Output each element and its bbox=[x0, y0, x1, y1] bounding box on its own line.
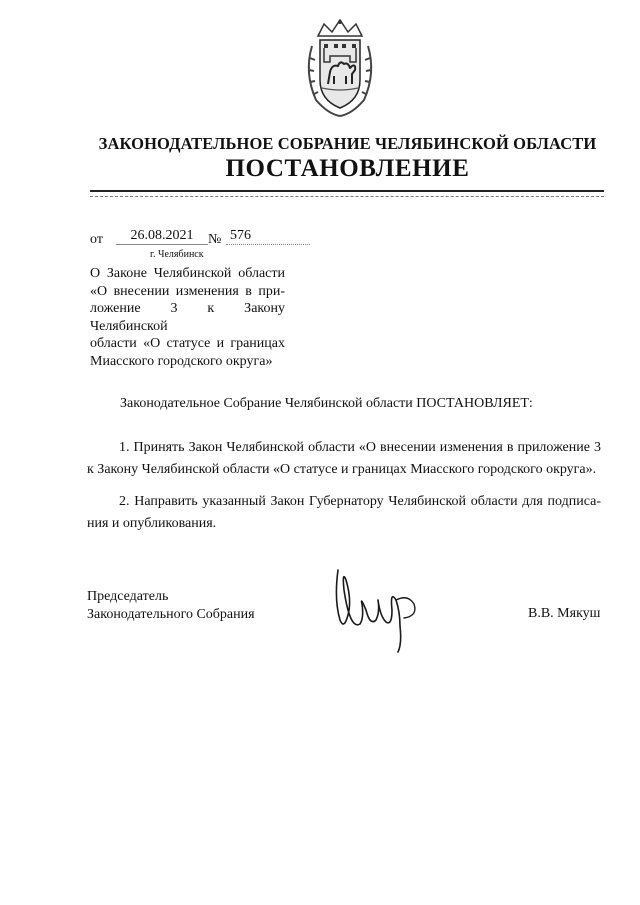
subject-line: ложение 3 к Закону Челябинской bbox=[90, 301, 285, 334]
subject-line: Миасского городского округа» bbox=[90, 353, 273, 369]
header-divider-thin bbox=[90, 196, 604, 197]
city-label: г. Челябинск bbox=[150, 249, 204, 260]
preamble: Законодательное Собрание Челябинской области ПОСТАНОВЛЯЕТ: bbox=[120, 396, 533, 411]
from-label: от bbox=[90, 232, 103, 247]
organization-title: ЗАКОНОДАТЕЛЬНОЕ СОБРАНИЕ ЧЕЛЯБИНСКОЙ ОБЛАСТИ bbox=[98, 134, 597, 153]
chelyabinsk-coat-of-arms-icon bbox=[300, 18, 380, 118]
document-date: 26.08.2021 bbox=[116, 228, 208, 245]
subject-line: «О внесении изменения в при- bbox=[90, 283, 285, 299]
position-line: Председатель bbox=[87, 589, 169, 604]
signatory-name: В.В. Мякуш bbox=[528, 606, 601, 621]
document-number: 576 bbox=[226, 228, 310, 245]
signatory-position bbox=[87, 588, 255, 624]
position-line: Законодательного Собрания bbox=[87, 607, 255, 622]
item-text-line: к Закону Челябинской области «О статусе и границах Миасского городского округа». bbox=[87, 462, 597, 477]
date-number-line bbox=[90, 228, 320, 248]
number-label: № bbox=[208, 232, 222, 247]
subject-line: О Законе Челябинской области bbox=[90, 266, 285, 281]
resolution-item bbox=[87, 437, 601, 481]
item-text-line: 2. Направить указанный Закон Губернатору Челябинской области для подписа- bbox=[119, 494, 601, 509]
header-divider bbox=[90, 190, 604, 192]
resolution-item bbox=[87, 491, 601, 535]
document-type-title: ПОСТАНОВЛЕНИЕ bbox=[225, 155, 470, 182]
document-subject bbox=[90, 265, 285, 370]
subject-line: области «О статусе и границах bbox=[90, 336, 285, 351]
handwritten-signature-icon bbox=[330, 560, 420, 655]
item-text-line: 1. Принять Закон Челябинской области «О внесении изменения в приложение 3 bbox=[119, 440, 601, 455]
item-text-line: ния и опубликования. bbox=[87, 516, 217, 531]
